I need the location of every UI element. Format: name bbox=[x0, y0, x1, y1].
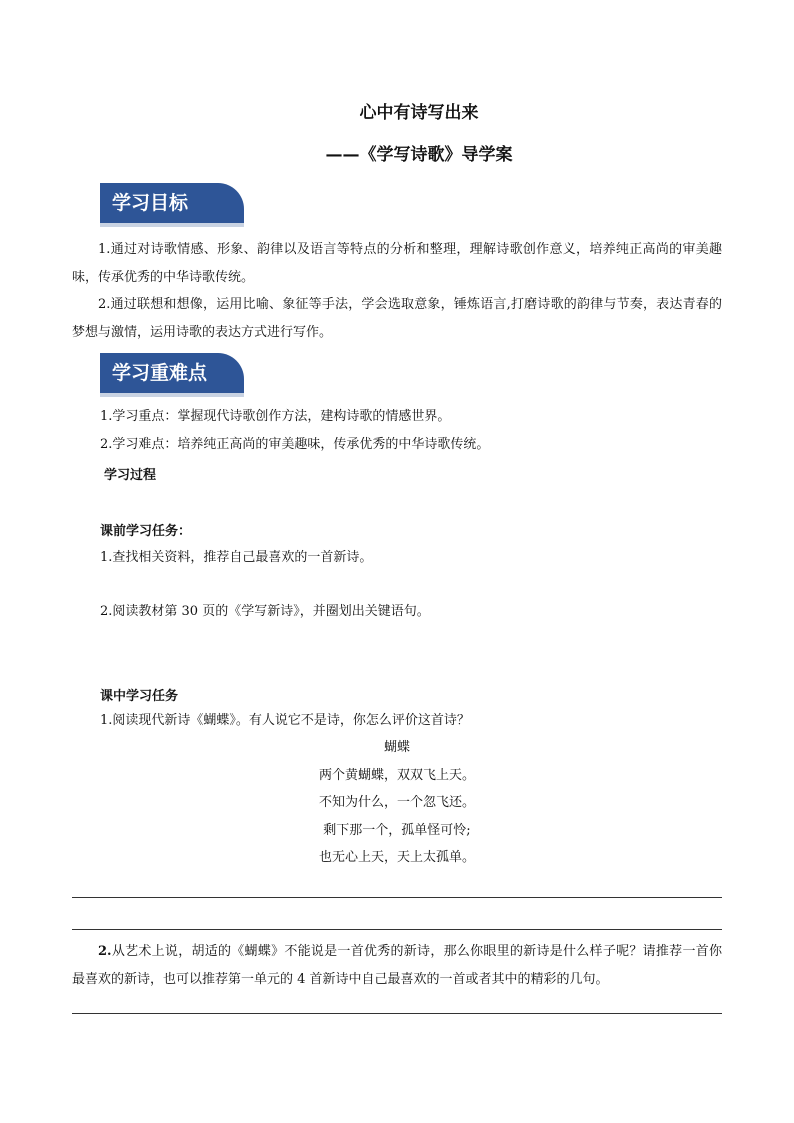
page-subtitle: ——《学写诗歌》导学案 bbox=[325, 145, 513, 165]
poem-line-3: 剩下那一个，孤单怪可怜; bbox=[323, 823, 471, 838]
in-class-task-2-number: 2. bbox=[98, 944, 112, 959]
in-class-task-1: 1.阅读现代新诗《蝴蝶》。有人说它不是诗，你怎么评价这首诗？ bbox=[100, 713, 470, 728]
answer-line-3 bbox=[72, 1013, 722, 1014]
section-banner-keypoints bbox=[100, 353, 244, 397]
section-heading-goals: 学习目标 bbox=[112, 192, 189, 214]
keypoint-item-1: 1.学习重点：掌握现代诗歌创作方法，建构诗歌的情感世界。 bbox=[100, 409, 451, 424]
process-heading: 学习过程 bbox=[104, 468, 157, 483]
answer-line-1 bbox=[72, 897, 722, 898]
goal-item-2: 2.通过联想和想像，运用比喻、象征等手法，学会选取意象，锤炼语言,打磨诗歌的韵律与节奏，表达青春的梦想与激情，运用诗歌的表达方式进行写作。 bbox=[72, 297, 722, 340]
poem-line-2: 不知为什么，一个忽飞还。 bbox=[318, 795, 475, 810]
in-class-heading: 课中学习任务 bbox=[100, 689, 179, 704]
pre-class-heading: 课前学习任务： bbox=[100, 524, 192, 539]
keypoint-item-2: 2.学习难点：培养纯正高尚的审美趣味，传承优秀的中华诗歌传统。 bbox=[100, 437, 490, 452]
section-heading-keypoints: 学习重难点 bbox=[112, 362, 208, 384]
pre-class-task-1: 1.查找相关资料，推荐自己最喜欢的一首新诗。 bbox=[100, 550, 373, 565]
poem-line-4: 也无心上天，天上太孤单。 bbox=[318, 850, 475, 865]
poem-line-1: 两个黄蝴蝶，双双飞上天。 bbox=[318, 768, 475, 783]
goal-item-1: 1.通过对诗歌情感、形象、韵律以及语言等特点的分析和整理，理解诗歌创作意义，培养纯正高尚的审美趣味，传承优秀的中华诗歌传统。 bbox=[72, 242, 722, 285]
page-title: 心中有诗写出来 bbox=[359, 103, 479, 123]
section-banner-goals bbox=[100, 183, 244, 227]
pre-class-task-2: 2.阅读教材第 30 页的《学写新诗》，并圈划出关键语句。 bbox=[100, 604, 430, 619]
poem-title: 蝴蝶 bbox=[383, 740, 410, 755]
in-class-task-2 bbox=[72, 938, 722, 994]
in-class-task-2-text: 从艺术上说，胡适的《蝴蝶》不能说是一首优秀的新诗，那么你眼里的新诗是什么样子呢？请推荐一首你最喜欢的新诗，也可以推荐第一单元的 4 首新诗中自己最喜欢的一首或者其中的精彩的几句。 bbox=[72, 944, 722, 987]
answer-line-2 bbox=[72, 929, 722, 930]
